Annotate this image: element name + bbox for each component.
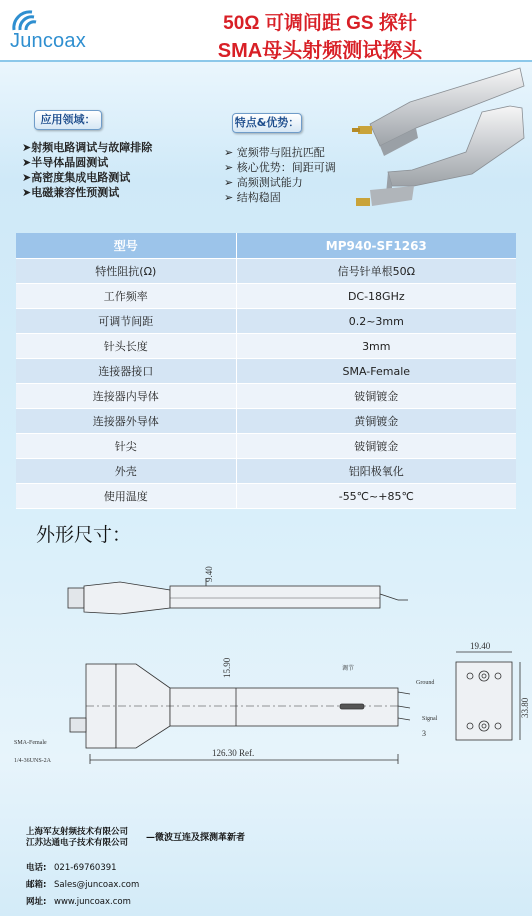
- table-cell: 铍铜镀金: [236, 384, 516, 408]
- dim-label: SMA-Female: [14, 740, 47, 746]
- list-item: ➢ 结构稳固: [224, 191, 281, 204]
- web-label: 网址:: [26, 897, 47, 907]
- phone-number: 021-69760391: [54, 863, 117, 873]
- dimensions-title: 外形尺寸：: [36, 524, 132, 546]
- list-item: ➢ 核心优势：间距可调: [224, 161, 336, 174]
- table-row: [16, 459, 516, 484]
- website-link[interactable]: www.juncoax.com: [54, 897, 131, 907]
- table-cell: 工作频率: [103, 290, 148, 303]
- table-cell: 特性阻抗(Ω): [95, 265, 157, 278]
- table-cell: 3mm: [236, 334, 516, 358]
- table-cell: DC-18GHz: [236, 284, 516, 308]
- table-row: [16, 309, 516, 334]
- list-item: ➤半导体晶圆测试: [22, 156, 109, 169]
- dim-label: Ground: [416, 680, 435, 686]
- product-photo: [352, 66, 528, 216]
- table-cell: 0.2~3mm: [236, 309, 516, 333]
- dim-label: 调节: [342, 666, 355, 672]
- table-row: [16, 284, 516, 309]
- dim-label: 1/4-36UNS-2A: [14, 758, 51, 764]
- company-name: 上海军友射频技术有限公司: [26, 827, 129, 837]
- table-cell: 外壳: [114, 465, 137, 478]
- table-row: [16, 334, 516, 359]
- page-title-line1: 50Ω 可调间距 GS 探针: [223, 13, 417, 34]
- table-cell: 使用温度: [103, 490, 148, 503]
- company-name: 江苏达通电子技术有限公司: [26, 838, 129, 848]
- table-cell: 针尖: [114, 440, 137, 453]
- table-row: [16, 484, 516, 509]
- dim-label: 9.40: [204, 566, 214, 582]
- dim-label: 3: [422, 729, 426, 738]
- features-list: [224, 145, 336, 205]
- table-header-cell: 型号: [113, 239, 138, 253]
- table-row: [16, 409, 516, 434]
- contact-block: [26, 860, 139, 911]
- table-cell: 信号针单根50Ω: [236, 259, 516, 283]
- table-cell: 针头长度: [103, 340, 148, 353]
- dimension-drawing: [0, 548, 532, 818]
- dim-label: 19.40: [470, 641, 491, 651]
- table-cell: SMA-Female: [236, 359, 516, 383]
- list-item: ➢ 宽频带与阻抗匹配: [224, 146, 325, 159]
- table-cell: 铍铜镀金: [236, 434, 516, 458]
- list-item: ➢ 高频测试能力: [224, 176, 303, 189]
- applications-badge: 应用领域：: [34, 110, 102, 130]
- table-cell: 连接器外导体: [92, 415, 159, 428]
- table-header-row: [16, 233, 516, 259]
- list-item: ➤射频电路调试与故障排除: [22, 141, 153, 154]
- juncoax-logo-icon: [10, 6, 50, 32]
- email-link[interactable]: Sales@juncoax.com: [54, 880, 140, 890]
- table-header-cell: MP940-SF1263: [236, 233, 516, 258]
- company-block: [26, 827, 128, 849]
- table-cell: -55℃~+85℃: [236, 484, 516, 508]
- list-item: ➤电磁兼容性预测试: [22, 186, 120, 199]
- table-row: [16, 434, 516, 459]
- page-title-line2: SMA母头射频测试探头: [217, 40, 423, 62]
- email-label: 邮箱:: [26, 880, 47, 890]
- slogan: —微波互连及探测革新者: [146, 833, 246, 843]
- table-cell: 铝阳极氧化: [236, 459, 516, 483]
- features-badge: 特点&优势：: [232, 113, 302, 133]
- list-item: ➤高密度集成电路测试: [22, 171, 131, 184]
- brand-name: Juncoax: [10, 30, 86, 52]
- table-row: [16, 384, 516, 409]
- applications-list: [22, 140, 152, 200]
- dim-label: Signal: [422, 716, 438, 722]
- table-row: [16, 359, 516, 384]
- dim-label: 33.80: [520, 697, 530, 718]
- table-cell: 连接器内导体: [92, 390, 159, 403]
- table-cell: 可调节间距: [98, 315, 154, 328]
- table-cell: 连接器接口: [98, 365, 154, 378]
- dim-label: 126.30 Ref.: [212, 748, 255, 758]
- table-cell: 黄铜镀金: [236, 409, 516, 433]
- dim-label: 15.90: [222, 657, 232, 678]
- phone-label: 电话:: [26, 863, 47, 873]
- table-row: [16, 259, 516, 284]
- spec-table: [16, 233, 516, 509]
